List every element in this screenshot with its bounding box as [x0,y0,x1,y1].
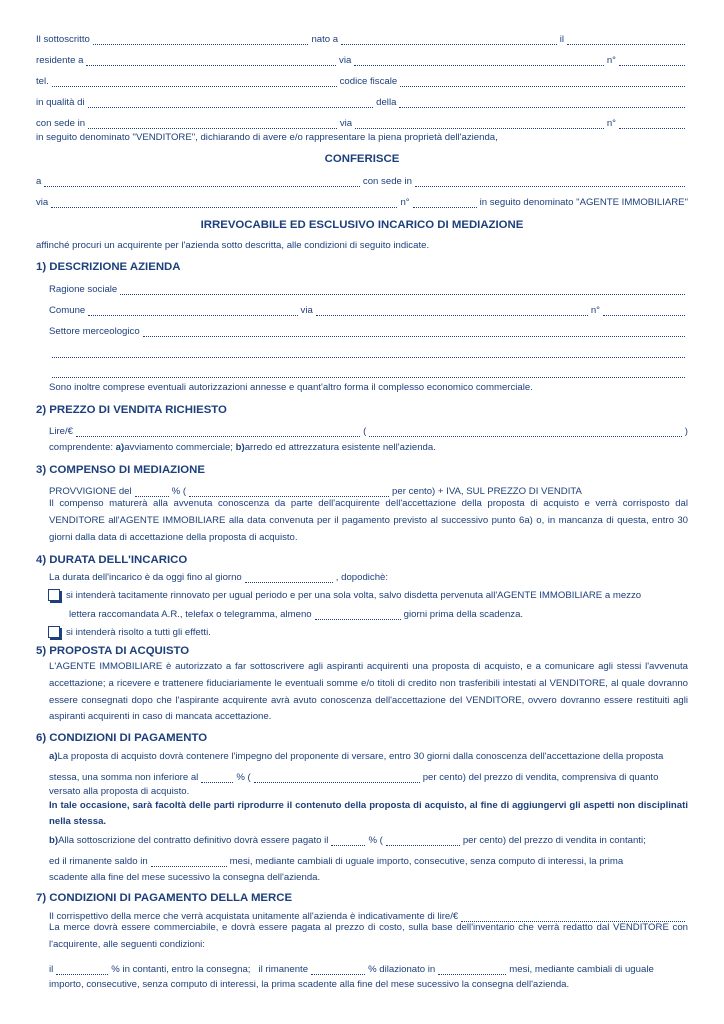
field-blank-1[interactable] [52,350,685,358]
merce-text-2: La merce dovrà essere commerciabile, e dovrà essere pagata al prezzo di costo, sulla base dell'inventario che verrà redatto dal VENDITORE con l'acquirente, alle seguenti condizioni: [49,922,688,950]
seller-name-line [36,33,688,45]
label-residente: residente a [36,55,84,67]
seller-role-line [36,96,688,108]
rimanente-line [49,855,688,867]
rimanente-text-3: scadente alla fine del mese sucessivo la consegna dell'azienda. [49,872,321,884]
comp-text-c: avviamento commerciale; [124,442,233,454]
cond-a2-pct: % ( [236,772,251,784]
field-prezzo-lettere[interactable] [369,429,682,437]
prezzo-line [49,425,688,437]
seller-residence-line [36,54,688,66]
opzione-rinnovo-text-2: lettera raccomandata A.R., telefax o telegramma, almeno [69,609,312,621]
comp-text-e: arredo ed attrezzatura esistente nell'azienda. [244,442,436,454]
cond-b-text: Alla sottoscrizione del contratto definitivo dovrà essere pagato il [58,835,329,847]
label-agent-denom: in seguito denominato "AGENTE IMMOBILIARE" [479,197,688,209]
label-ragione: Ragione sociale [49,284,118,296]
field-merce-mesi[interactable] [438,967,506,975]
rimanente-text: ed il rimanente saldo in [49,856,148,868]
field-via[interactable] [354,58,604,66]
cond-a2-text: stessa, una somma non inferiore al [49,772,199,784]
label-settore: Settore merceologico [49,326,140,338]
cond-a2-end: per cento) del prezzo di vendita, comprensiva di quanto [422,772,659,784]
label-lire: Lire/€ [49,426,73,438]
label-agent-via: via [36,197,49,209]
blank-line-2 [49,366,688,378]
field-settore[interactable] [143,329,685,337]
label-sede: con sede in [36,118,86,130]
label-via: via [339,55,352,67]
field-tel[interactable] [52,79,337,87]
comp-text-a: comprendente: [49,442,113,454]
incarico-title: IRREVOCABILE ED ESCLUSIVO INCARICO DI MEDIAZIONE [200,219,524,231]
label-della: della [376,97,397,109]
field-saldo-lettere[interactable] [386,838,460,846]
section-3-text: Il compenso maturerà alla avvenuta conoscenza da parte dell'acquirente dell'accettazione della proposta di acquisto e verrà corrisposto dal VENDITORE all'AGENTE IMMOBILIARE alla data convenuta per il pagamento previsto al successivo punto 6a) o, in mancanza di questa, entro 30 giorni dalla data di accettazione della proposta di acquisto. [49,498,688,543]
section-1-note-text: Sono inoltre comprese eventuali autorizzazioni annesse e quant'altro forma il complesso economico commerciale. [49,382,533,394]
checkbox-rinnovo[interactable] [48,589,60,601]
seller-seat-line [36,117,688,129]
field-mesi[interactable] [151,859,227,867]
label-agent-n: n° [400,197,410,209]
label-per-cento: per cento) + IVA, SUL PREZZO DI VENDITA [392,486,582,498]
comprendente-line [49,441,688,453]
field-az-n[interactable] [603,308,685,316]
section-1-title: 1) DESCRIZIONE AZIENDA [36,261,181,273]
incarico-intro-text: affinché procuri un acquirente per l'azienda sotto descritta, alle condizioni di seguito indicate. [36,240,430,252]
label-il: il [559,34,564,46]
field-qualita[interactable] [88,100,374,108]
agent-line-1 [36,175,688,187]
field-sede-numero[interactable] [619,121,685,129]
checkbox-risolto[interactable] [48,626,60,638]
cond-a-line [49,750,688,762]
merce-contanti-text: % in contanti, entro la consegna; [111,964,251,976]
label-az-via: via [300,305,313,317]
durata-line [49,571,688,583]
agent-line-2 [36,196,688,208]
label-sede-via: via [339,118,353,130]
label-qualita: in qualità di [36,97,85,109]
field-sottoscritto[interactable] [93,37,309,45]
rimanente-text-2: mesi, mediante cambiali di uguale importo, consecutive, senza computo di interessi, la prima [229,856,624,868]
section-1-note [49,381,688,393]
merce-text-4: importo, consecutive, senza computo di interessi, la prima scadente alla fine del mese sucessivo la consegna dell'azienda. [49,979,570,991]
label-sottoscritto: Il sottoscritto [36,34,90,46]
field-giorni[interactable] [315,612,401,620]
opzione-risolto [48,626,688,638]
field-ragione[interactable] [120,287,685,295]
merce-line-3 [49,963,688,975]
cond-b-end: per cento) del prezzo di vendita in contanti; [462,835,646,847]
label-agent-a: a [36,176,42,188]
field-durata[interactable] [245,575,333,583]
cond-a-line-3 [49,785,688,797]
opzione-rinnovo-text: si intenderà tacitamente rinnovato per ugual periodo e per una sola volta, salvo disdetta pervenuta all'AGENTE IMMOBILIARE a mezzo [66,590,642,602]
rimanente-line-2 [49,871,688,883]
opzione-rinnovo-2 [69,608,688,620]
field-az-via[interactable] [316,308,588,316]
label-sede-numero: n° [606,118,616,130]
seller-phone-line [36,75,688,87]
field-sede-via[interactable] [355,121,604,129]
label-numero: n° [606,55,617,67]
field-agent-via[interactable] [51,200,397,208]
field-merce-contanti[interactable] [56,967,108,975]
cond-a-label: a) [49,751,58,763]
seller-denomination [36,131,688,143]
label-codice-fiscale: codice fiscale [339,76,398,88]
label-provvigione: PROVVIGIONE del [49,486,132,498]
field-percentuale-acconto[interactable] [201,775,233,783]
field-residente[interactable] [86,58,336,66]
label-percent: % ( [171,486,187,498]
incarico-intro [36,239,688,251]
cond-a-line-2 [49,771,688,783]
settore-line [49,325,688,337]
field-data-nascita[interactable] [567,37,685,45]
section-7-title: 7) CONDIZIONI DI PAGAMENTO DELLA MERCE [36,892,293,904]
section-3-title: 3) COMPENSO DI MEDIAZIONE [36,464,205,476]
cond-b-line [49,834,688,846]
section-6-title: 6) CONDIZIONI DI PAGAMENTO [36,732,208,744]
label-durata: La durata dell'incarico è da oggi fino al giorno [49,572,242,584]
label-agent-sede: con sede in [362,176,412,188]
field-acconto-lettere[interactable] [254,775,420,783]
blank-line-1 [49,346,688,358]
field-agent-n[interactable] [413,200,477,208]
paren-close: ) [684,426,688,438]
opzione-risolto-text: si intenderà risolto a tutti gli effetti. [66,627,211,639]
seller-denomination-text: in seguito denominato "VENDITORE", dichiarando di avere e/o rappresentare la piena proprietà dell'azienda, [36,132,498,144]
field-percentuale-saldo[interactable] [331,838,365,846]
field-agent-sede[interactable] [415,179,685,187]
field-agent-name[interactable] [44,179,360,187]
field-merce-dilazionato[interactable] [311,967,365,975]
label-comune: Comune [49,305,86,317]
label-tel: tel. [36,76,49,88]
merce-text-1: Il corrispettivo della merce che verrà acquistata unitamente all'azienda è indicativamente di lire/€ [49,911,459,923]
cond-a-text: La proposta di acquisto dovrà contenere l'impegno del proponente di versare, entro 30 giorni dalla conoscenza dell'accettazione della proposta [57,751,664,763]
conferisce-title: CONFERISCE [324,153,400,165]
field-nato-a[interactable] [341,37,557,45]
field-codice-fiscale[interactable] [400,79,685,87]
field-comune[interactable] [88,308,297,316]
label-dopodiche: , dopodichè: [335,572,389,584]
ragione-line [49,283,688,295]
opzione-rinnovo-text-3: giorni prima della scadenza. [403,609,524,621]
section-5-title: 5) PROPOSTA DI ACQUISTO [36,645,190,657]
field-numero[interactable] [619,58,685,66]
cond-b-label: b) [49,835,59,847]
comp-label-b: b) [235,442,245,454]
section-2-title: 2) PREZZO DI VENDITA RICHIESTO [36,404,227,416]
merce-dilazionato-text: % dilazionato in [368,964,436,976]
comune-line [49,304,688,316]
cond-bold-text: In tale occasione, sarà facoltà delle parti riprodurre il contenuto della proposta di acquisto, al fine di aggiungervi gli aspetti non disciplinati nella stessa. [49,800,688,827]
opzione-rinnovo [48,589,688,601]
field-della[interactable] [399,100,685,108]
label-az-n: n° [590,305,600,317]
cond-b-pct: % ( [368,835,383,847]
label-nato-a: nato a [311,34,339,46]
field-blank-2[interactable] [52,370,685,378]
comp-label-a: a) [115,442,125,454]
paren-open: ( [363,426,367,438]
field-prezzo[interactable] [76,429,360,437]
merce-rimanente-text: il rimanente [258,964,309,976]
section-4-title: 4) DURATA DELL'INCARICO [36,554,188,566]
section-5-text: L'AGENTE IMMOBILIARE è autorizzato a far sottoscrivere agli aspiranti acquirenti una proposta di acquisto, e a comunicare agli stessi l'avvenuta accettazione; a ricevere e trattenere fiduciariamente le eventuali somme e/o titoli di credito non trasferibili intestati al VENDITORE, al quale dovranno essere consegnati dopo che l'aspirante acquirente avrà avuto conoscenza dell'accettazione del VENDITORE, ovvero dovranno essere restituiti agli aspiranti acquirenti in caso di mancata accettazione. [49,661,688,723]
field-sede[interactable] [88,121,337,129]
merce-line-4 [49,978,688,990]
merce-il: il [49,964,54,976]
merce-mesi-text: mesi, mediante cambiali di uguale [509,964,654,976]
cond-a3-text: versato alla proposta di acquisto. [49,786,190,798]
